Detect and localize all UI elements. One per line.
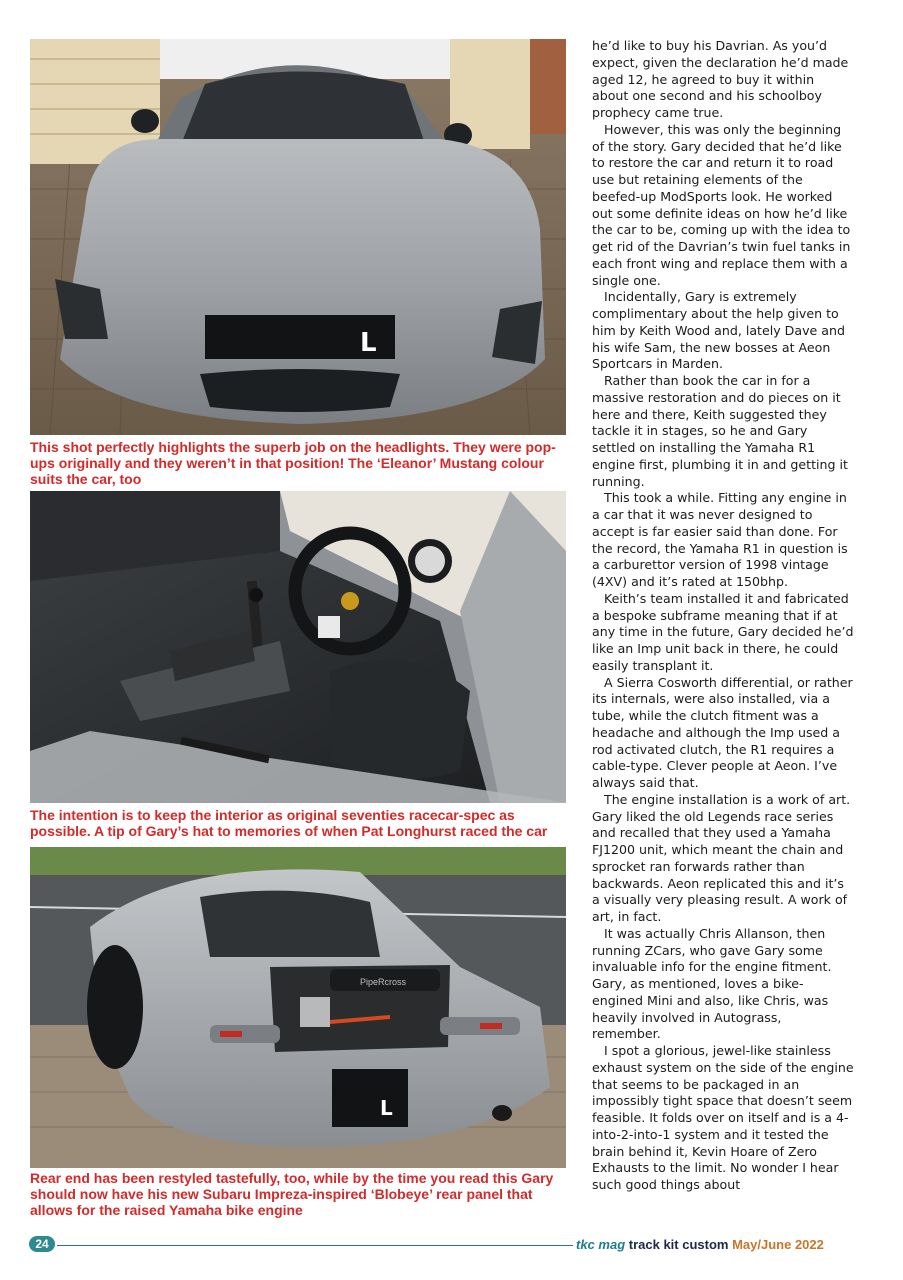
photo-front-view bbox=[30, 39, 566, 435]
caption-interior bbox=[30, 807, 570, 839]
caption-rear-engine bbox=[30, 1170, 570, 1218]
article-paragraph: Keith’s team installed it and fabricated a bespoke subframe meaning that if at any time in the future, Gary decided he’d like an Imp unit back in there, he could easily transplant it. bbox=[592, 590, 854, 673]
caption-front-view bbox=[30, 439, 570, 487]
article-paragraph: A Sierra Cosworth differential, or rather its internals, were also installed, via a tube, while the clutch fitment was a headache and although the Imp used a rod activated clutch, the R1 requires a cable-type. Clever people at Aeon. I’ve always said that. bbox=[592, 674, 853, 790]
footer-brand: track kit custom bbox=[628, 1237, 729, 1252]
footer-mag-name: tkc mag bbox=[576, 1237, 626, 1252]
caption-front-text: This shot perfectly highlights the superb job on the headlights. They were pop-ups originally and they weren’t in that position! The ‘Eleanor’ Mustang colour suits the car, too bbox=[30, 439, 556, 487]
photo-interior bbox=[30, 491, 566, 803]
article-paragraph: This took a while. Fitting any engine in a car that it was never designed to accept is far easier said than done. For the record, the Yamaha R1 in question is a carburettor version of 1998 vintage (4XV) and it’s rated at 150bhp. bbox=[592, 490, 848, 589]
photo-rear-engine bbox=[30, 847, 566, 1168]
article-paragraph: The engine installation is a work of art. Gary liked the old Legends race series and recalled that they used a Yamaha FJ1200 unit, which meant the chain and sprocket ran forwards rather than backwards. Aeon replicated this and it’s a visually very pleasing result. A work of art, in fact. bbox=[592, 791, 851, 924]
engine-cover-text: PipeRcross bbox=[360, 977, 407, 987]
article-paragraph: Rather than book the car in for a massive restoration and do pieces on it here and there, Keith suggested they tackle it in stages, so he and Gary settled on installing the Yamaha R1 engine first, plumbing it in and getting it running. bbox=[592, 373, 848, 489]
article-paragraph: he’d like to buy his Davrian. As you’d expect, given the declaration he’d made aged 12, he agreed to buy it within about one second and his schoolboy prophecy came true. bbox=[592, 38, 849, 120]
article-column bbox=[592, 38, 854, 1194]
front-plate-letter: L bbox=[360, 328, 377, 358]
rear-plate-letter: L bbox=[380, 1096, 393, 1120]
article-paragraph: It was actually Chris Allanson, then running ZCars, who gave Gary some invaluable info for the engine fitment. Gary, as mentioned, loves a bike-engined Mini and also, like Chris, was heavily involved in Autograss, remember. bbox=[592, 925, 832, 1042]
article-paragraph: Incidentally, Gary is extremely complimentary about the help given to him by Keith Wood and, lately Dave and his wife Sam, the new bosses at Aeon Sportcars in Marden. bbox=[592, 289, 845, 372]
page-number: 24 bbox=[29, 1236, 55, 1252]
footer-issue: May/June 2022 bbox=[732, 1237, 824, 1252]
article-paragraph: I spot a glorious, jewel-like stainless exhaust system on the side of the engine that seems to be packaged in an impossibly tight space that doesn’t seem feasible. It folds over on itself and is a 4-into-2-into-1 system and it tested the brain behind it, Kevin Hoare of Zero Exhausts to the limit. No wonder I hear such good things about bbox=[592, 1043, 854, 1192]
article-paragraph: However, this was only the beginning of the story. Gary decided that he’d like to restore the car and return it to road use but retaining elements of the beefed-up ModSports look. He worked out some definite ideas on how he’d like the car to be, coming up with the idea to get rid of the Davrian’s twin fuel tanks in each front wing and replace them with a single one. bbox=[592, 121, 851, 288]
footer-rule bbox=[57, 1245, 573, 1246]
footer-masthead bbox=[576, 1237, 824, 1252]
caption-rear-text: Rear end has been restyled tastefully, too, while by the time you read this Gary should now have his new Subaru Impreza-inspired ‘Blobeye’ rear panel that allows for the raised Yamaha bike engine bbox=[30, 1170, 554, 1218]
caption-interior-text: The intention is to keep the interior as original seventies racecar-spec as possible. A tip of Gary’s hat to memories of when Pat Longhurst raced the car bbox=[30, 807, 548, 839]
